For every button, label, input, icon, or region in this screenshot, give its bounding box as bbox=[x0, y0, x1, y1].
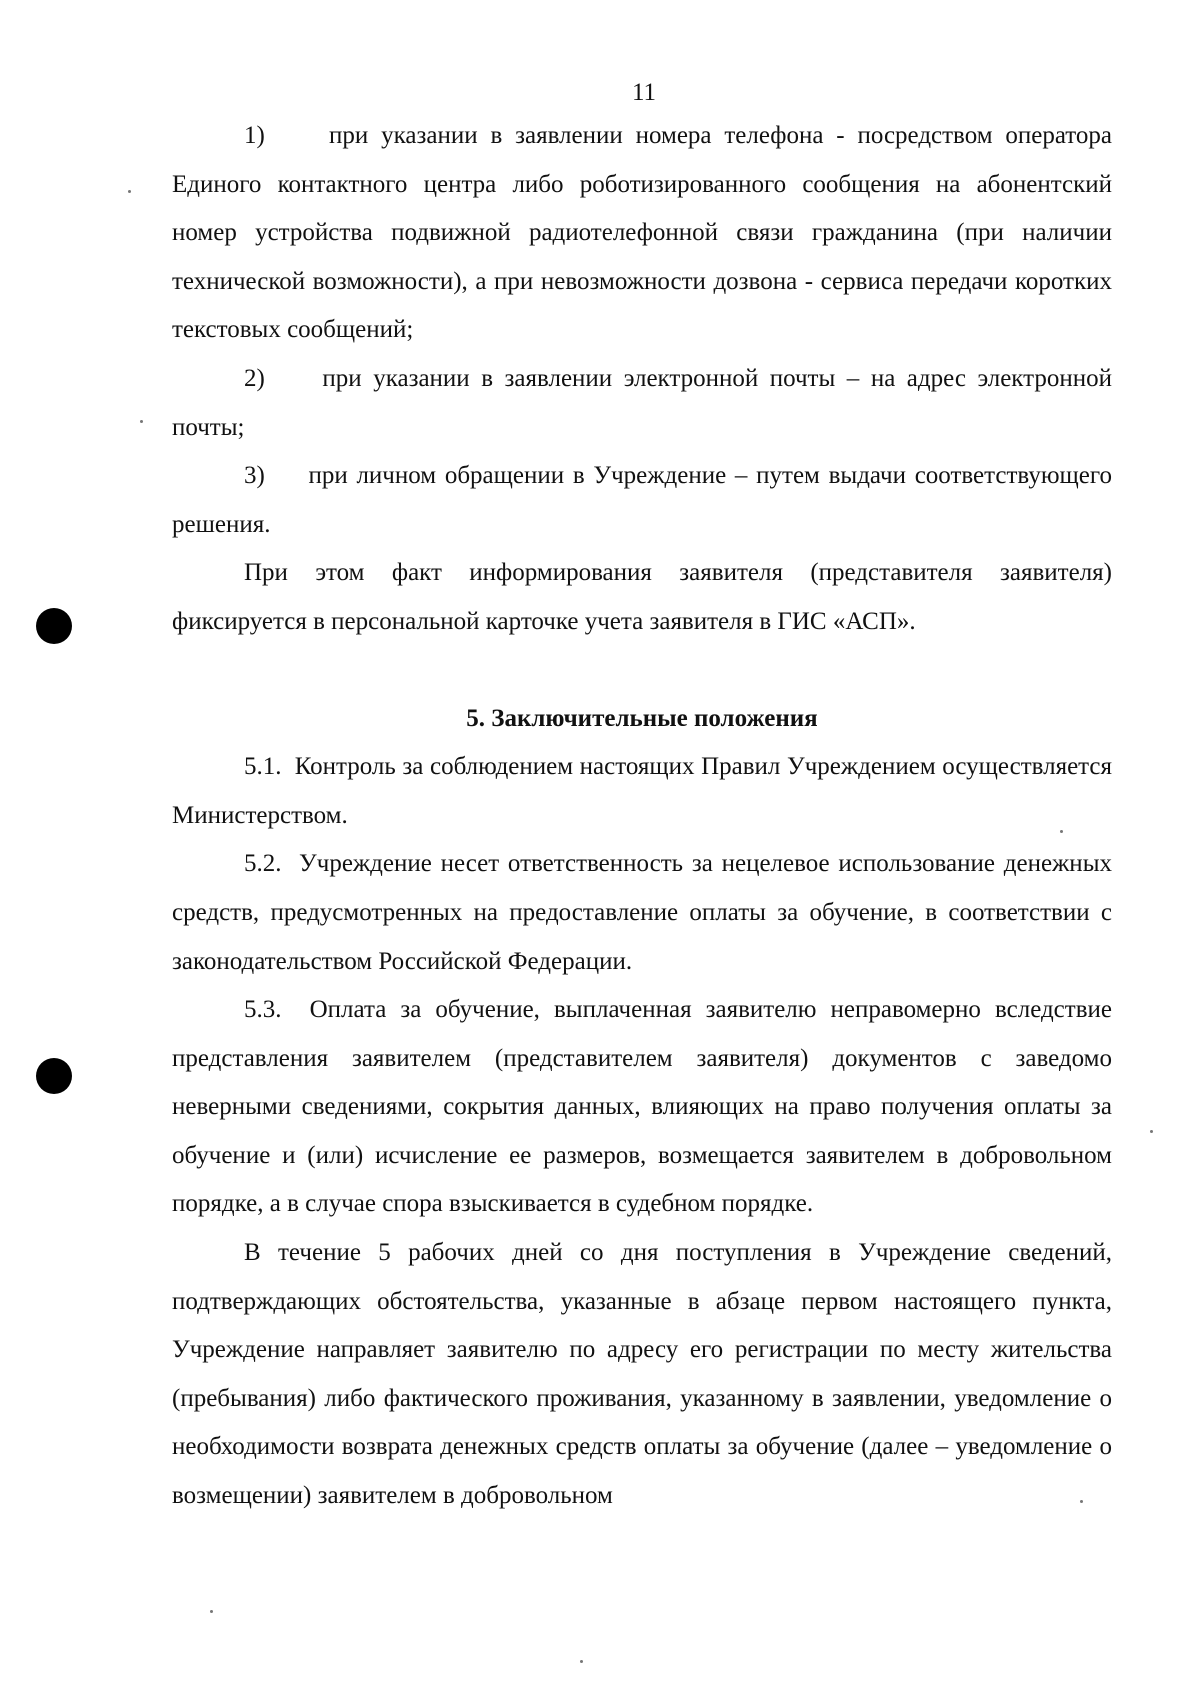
scan-speck bbox=[580, 1660, 583, 1663]
paragraph-item-3: 3) при личном обращении в Учреждение – путем выдачи соответствующего решения. bbox=[172, 462, 1112, 538]
scan-speck bbox=[140, 420, 143, 423]
paragraph-item-2: 2) при указании в заявлении электронной почты – на адрес электронной почты; bbox=[172, 364, 1112, 441]
page-number: 11 bbox=[631, 79, 657, 106]
paragraph-item-1: 1) при указании в заявлении номера телефона - посредством оператора Единого контактного центра либо роботизированного сообщения на абонентский номер устройства подвижной радиотелефонной связи гражданина (при наличии технической возможности), а при невозможности дозвона - сервиса передачи коротких текстовых сообщений; bbox=[172, 122, 1112, 344]
scan-speck bbox=[128, 190, 131, 193]
paragraph-5-1: 5.1. Контроль за соблюдением настоящих Правил Учреждением осуществляется Министерством. bbox=[172, 753, 1112, 829]
section-heading: 5. Заключительные положения bbox=[466, 704, 818, 732]
document-body bbox=[172, 112, 1112, 1521]
scan-speck bbox=[210, 1610, 213, 1613]
scan-speck bbox=[1150, 1130, 1153, 1133]
paragraph-5-2: 5.2. Учреждение несет ответственность за нецелевое использование денежных средств, предусмотренных на предоставление оплаты за обучение, в соответствии с законодательством Российской Федерации. bbox=[172, 850, 1112, 975]
punch-hole-top bbox=[36, 608, 72, 644]
scan-speck bbox=[1060, 830, 1063, 833]
punch-hole-bottom bbox=[36, 1058, 72, 1094]
paragraph-5-3-notice: В течение 5 рабочих дней со дня поступления в Учреждение сведений, подтверждающих обстоятельства, указанные в абзаце первом настоящего пункта, Учреждение направляет заявителю по адресу его регистрации по месту жительства (пребывания) либо фактического проживания, указанному в заявлении, уведомление о необходимости возврата денежных средств оплаты за обучение (далее – уведомление о возмещении) заявителем в добровольном bbox=[172, 1239, 1112, 1510]
paragraph-5-3: 5.3. Оплата за обучение, выплаченная заявителю неправомерно вследствие представления заявителем (представителем заявителя) документов с заведомо неверными сведениями, сокрытия данных, влияющих на право получения оплаты за обучение и (или) исчисление ее размеров, возмещается заявителем в добровольном порядке, а в случае спора взыскивается в судебном порядке. bbox=[172, 996, 1112, 1218]
scan-speck bbox=[1080, 1500, 1083, 1503]
paragraph-informing-record: При этом факт информирования заявителя (представителя заявителя) фиксируется в персональной карточке учета заявителя в ГИС «АСП». bbox=[172, 559, 1112, 635]
